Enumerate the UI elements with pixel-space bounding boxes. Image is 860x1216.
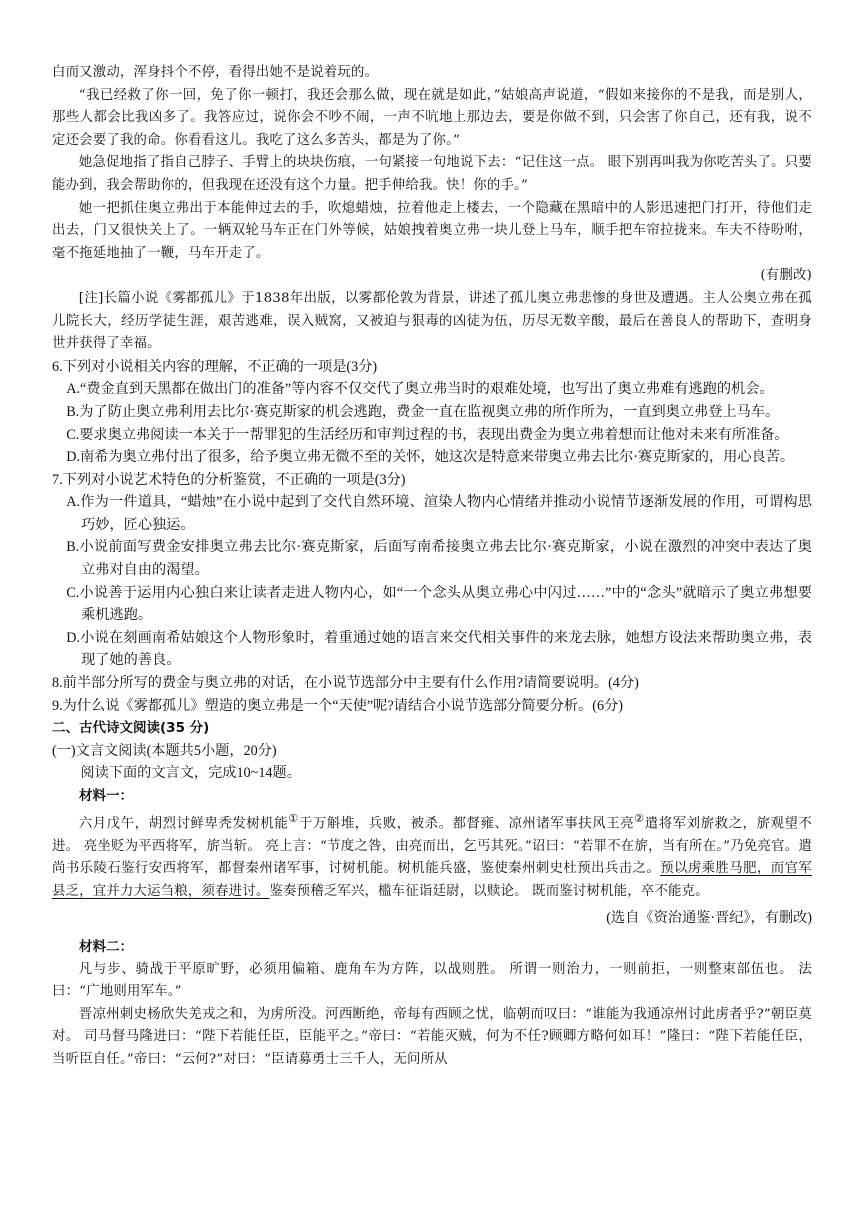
document-page <box>52 62 812 1072</box>
question-6-option-d: D.南希为奥立弗付出了很多，给予奥立弗无微不至的关怀，她这次是特意来带奥立弗去比尔·赛克斯家的，用心良苦。 <box>66 449 795 466</box>
footnote-marker-2: ② <box>634 811 645 825</box>
material-2-label: 材料二： <box>79 939 133 956</box>
material-1-text-d: 鉴奏预稽乏军兴，槛车征诣廷尉，以赎论。 既而鉴讨树机能，卒不能克。 <box>269 883 709 899</box>
story-note: [注]长篇小说《雾都孤儿》于1838年出版，以雾都伦敦为背景，讲述了孤儿奥立弗悲惨的身世及遭遇。主人公奥立弗在孤儿院长大，经历学徒生涯，艰苦逃难，误入贼窝，又被迫与狠毒的凶徒为伍，历尽无数辛酸，最后在善良人的帮助下，查明身世并获得了幸福。 <box>52 290 812 352</box>
section-2-title: 二、古代诗文阅读(35 分) <box>52 720 210 737</box>
question-7-option-b: B.小说前面写费金安排奥立弗去比尔·赛克斯家，后面写南希接奥立弗去比尔·赛克斯家，小说在激烈的冲突中表达了奥立弗对自由的渴望。 <box>66 539 812 579</box>
question-7-option-a: A.作为一件道具，“蜡烛”在小说中起到了交代自然环境、渲染人物内心情绪并推动小说情节逐渐发展的作用，可谓构思巧妙，匠心独运。 <box>66 494 812 533</box>
story-source: (有删改) <box>760 268 812 284</box>
section-2-instruction: 阅读下面的文言文，完成10~14题。 <box>80 765 301 782</box>
material-1-underlined-sentence: 预以虏乘胜马肥，而官军县乏，宜并力大运刍粮，须春进讨。 <box>52 861 813 899</box>
question-8: 8.前半部分所写的费金与奥立弗的对话，在小说节选部分中主要有什么作用?请简要说明。(4分) <box>52 675 639 692</box>
material-1-text-c: 遣将军刘旂救之，旂观望不进。 亮坐贬为平西将军，旂当斩。 亮上言：“节度之咎，由亮而出，乞丐其死。”诏曰：“若罪不在旂，当有所在。”乃免亮官。遣尚书乐陵石鉴行安西将军，都督秦州诸军事，讨树机能。树机能兵盛，鉴使秦州刺史杜预出兵击之。 <box>52 816 813 877</box>
question-7-option-c: C.小说善于运用内心独白来让读者走进人物内心，如“一个念头从奥立弗心中闪过……”中的“念头”就暗示了奥立弗想要乘机逃跑。 <box>66 584 812 624</box>
question-7-option-d: D.小说在刻画南希姑娘这个人物形象时，着重通过她的语言来交代相关事件的来龙去脉，她想方设法来帮助奥立弗，表现了她的善良。 <box>66 629 812 669</box>
story-paragraph-2: 她急促地指了指自己脖子、手臂上的块块伤痕，一句紧接一句地说下去：“记住这一点。 眼下别再叫我为你吃苦头了。只要能办到，我会帮助你的，但我现在还没有这个力量。把手伸给我。快！你的手。” <box>52 155 812 193</box>
material-1-source: (选自《资治通鉴·晋纪》，有删改) <box>606 910 812 927</box>
material-1-text-b: 于万斛堆，兵败，被杀。都督雍、凉州诸军事扶风王亮 <box>298 816 635 832</box>
footnote-marker-1: ① <box>288 811 299 825</box>
story-paragraph-3: 她一把抓住奥立弗出于本能伸过去的手，吹熄蜡烛，拉着他走上楼去，一个隐藏在黑暗中的人影迅速把门打开，待他们走出去，门又很快关上了。一辆双轮马车正在门外等候，姑娘拽着奥立弗一块儿登上马车，顺手把车帘拉拢来。车夫不待吩咐，毫不拖延地抽了一鞭，马车开走了。 <box>52 200 812 261</box>
question-6-option-a: A.“费金直到天黑都在做出门的准备”等内容不仅交代了奥立弗当时的艰难处境，也写出了奥立弗难有逃跑的机会。 <box>66 381 774 398</box>
story-paragraph-1: “我已经救了你一回，免了你一顿打，我还会那么做，现在就是如此，”姑娘高声说道，“假如来接你的不是我，而是别人，那些人都会比我凶多了。我答应过，说你会不吵不闹，一声不吭地上那边去，要是你做不到，只会害了你自己，还有我，说不定还会要了我的命。你看看这儿。我吃了这么多苦头，都是为了你。” <box>52 87 812 148</box>
material-2-paragraph-2: 晋凉州刺史杨欣失羌戎之和，为虏所没。河西断绝，帝每有西顾之忧，临朝而叹曰：“谁能为我通凉州讨此虏者乎?”朝臣莫对。 司马督马隆进曰：“陛下若能任臣，臣能平之。”帝曰：“若能灭贼，何为不任?顾卿方略何如耳！”隆曰：“陛下若能任臣，当听臣自任。”帝曰：“云何?”对曰：“臣请募勇士三千人，无问所从 <box>52 1006 812 1067</box>
question-6-option-b: B.为了防止奥立弗利用去比尔·赛克斯家的机会逃跑，费金一直在监视奥立弗的所作所为，一直到奥立弗登上马车。 <box>66 403 780 420</box>
question-7-stem: 7.下列对小说艺术特色的分析鉴赏，不正确的一项是(3分) <box>52 471 406 488</box>
question-6-stem: 6.下列对小说相关内容的理解，不正确的一项是(3分) <box>52 358 378 375</box>
story-paragraph-0: 白而又激动，浑身抖个不停，看得出她不是说着玩的。 <box>52 65 379 80</box>
question-9: 9.为什么说《雾都孤儿》塑造的奥立弗是一个“天使”呢?请结合小说节选部分简要分析。(6分) <box>52 697 624 714</box>
material-1-label: 材料一： <box>79 788 133 804</box>
material-1-text <box>52 808 812 904</box>
section-2-subtitle: (一)文言文阅读(本题共5小题，20分) <box>52 742 277 759</box>
question-6-option-c: C.要求奥立弗阅读一本关于一帮罪犯的生活经历和审判过程的书，表现出费金为奥立弗着想而让他对未来有所准备。 <box>66 426 789 443</box>
material-1-text-a: 六月戊午，胡烈讨鲜卑秃发树机能 <box>78 816 289 832</box>
material-2-paragraph-1: 凡与步、骑战于平原旷野，必须用偏箱、鹿角车为方阵，以战则胜。 所谓一则治力，一则前拒，一则整束部伍也。 法曰：“广地则用军车。” <box>52 961 812 1000</box>
